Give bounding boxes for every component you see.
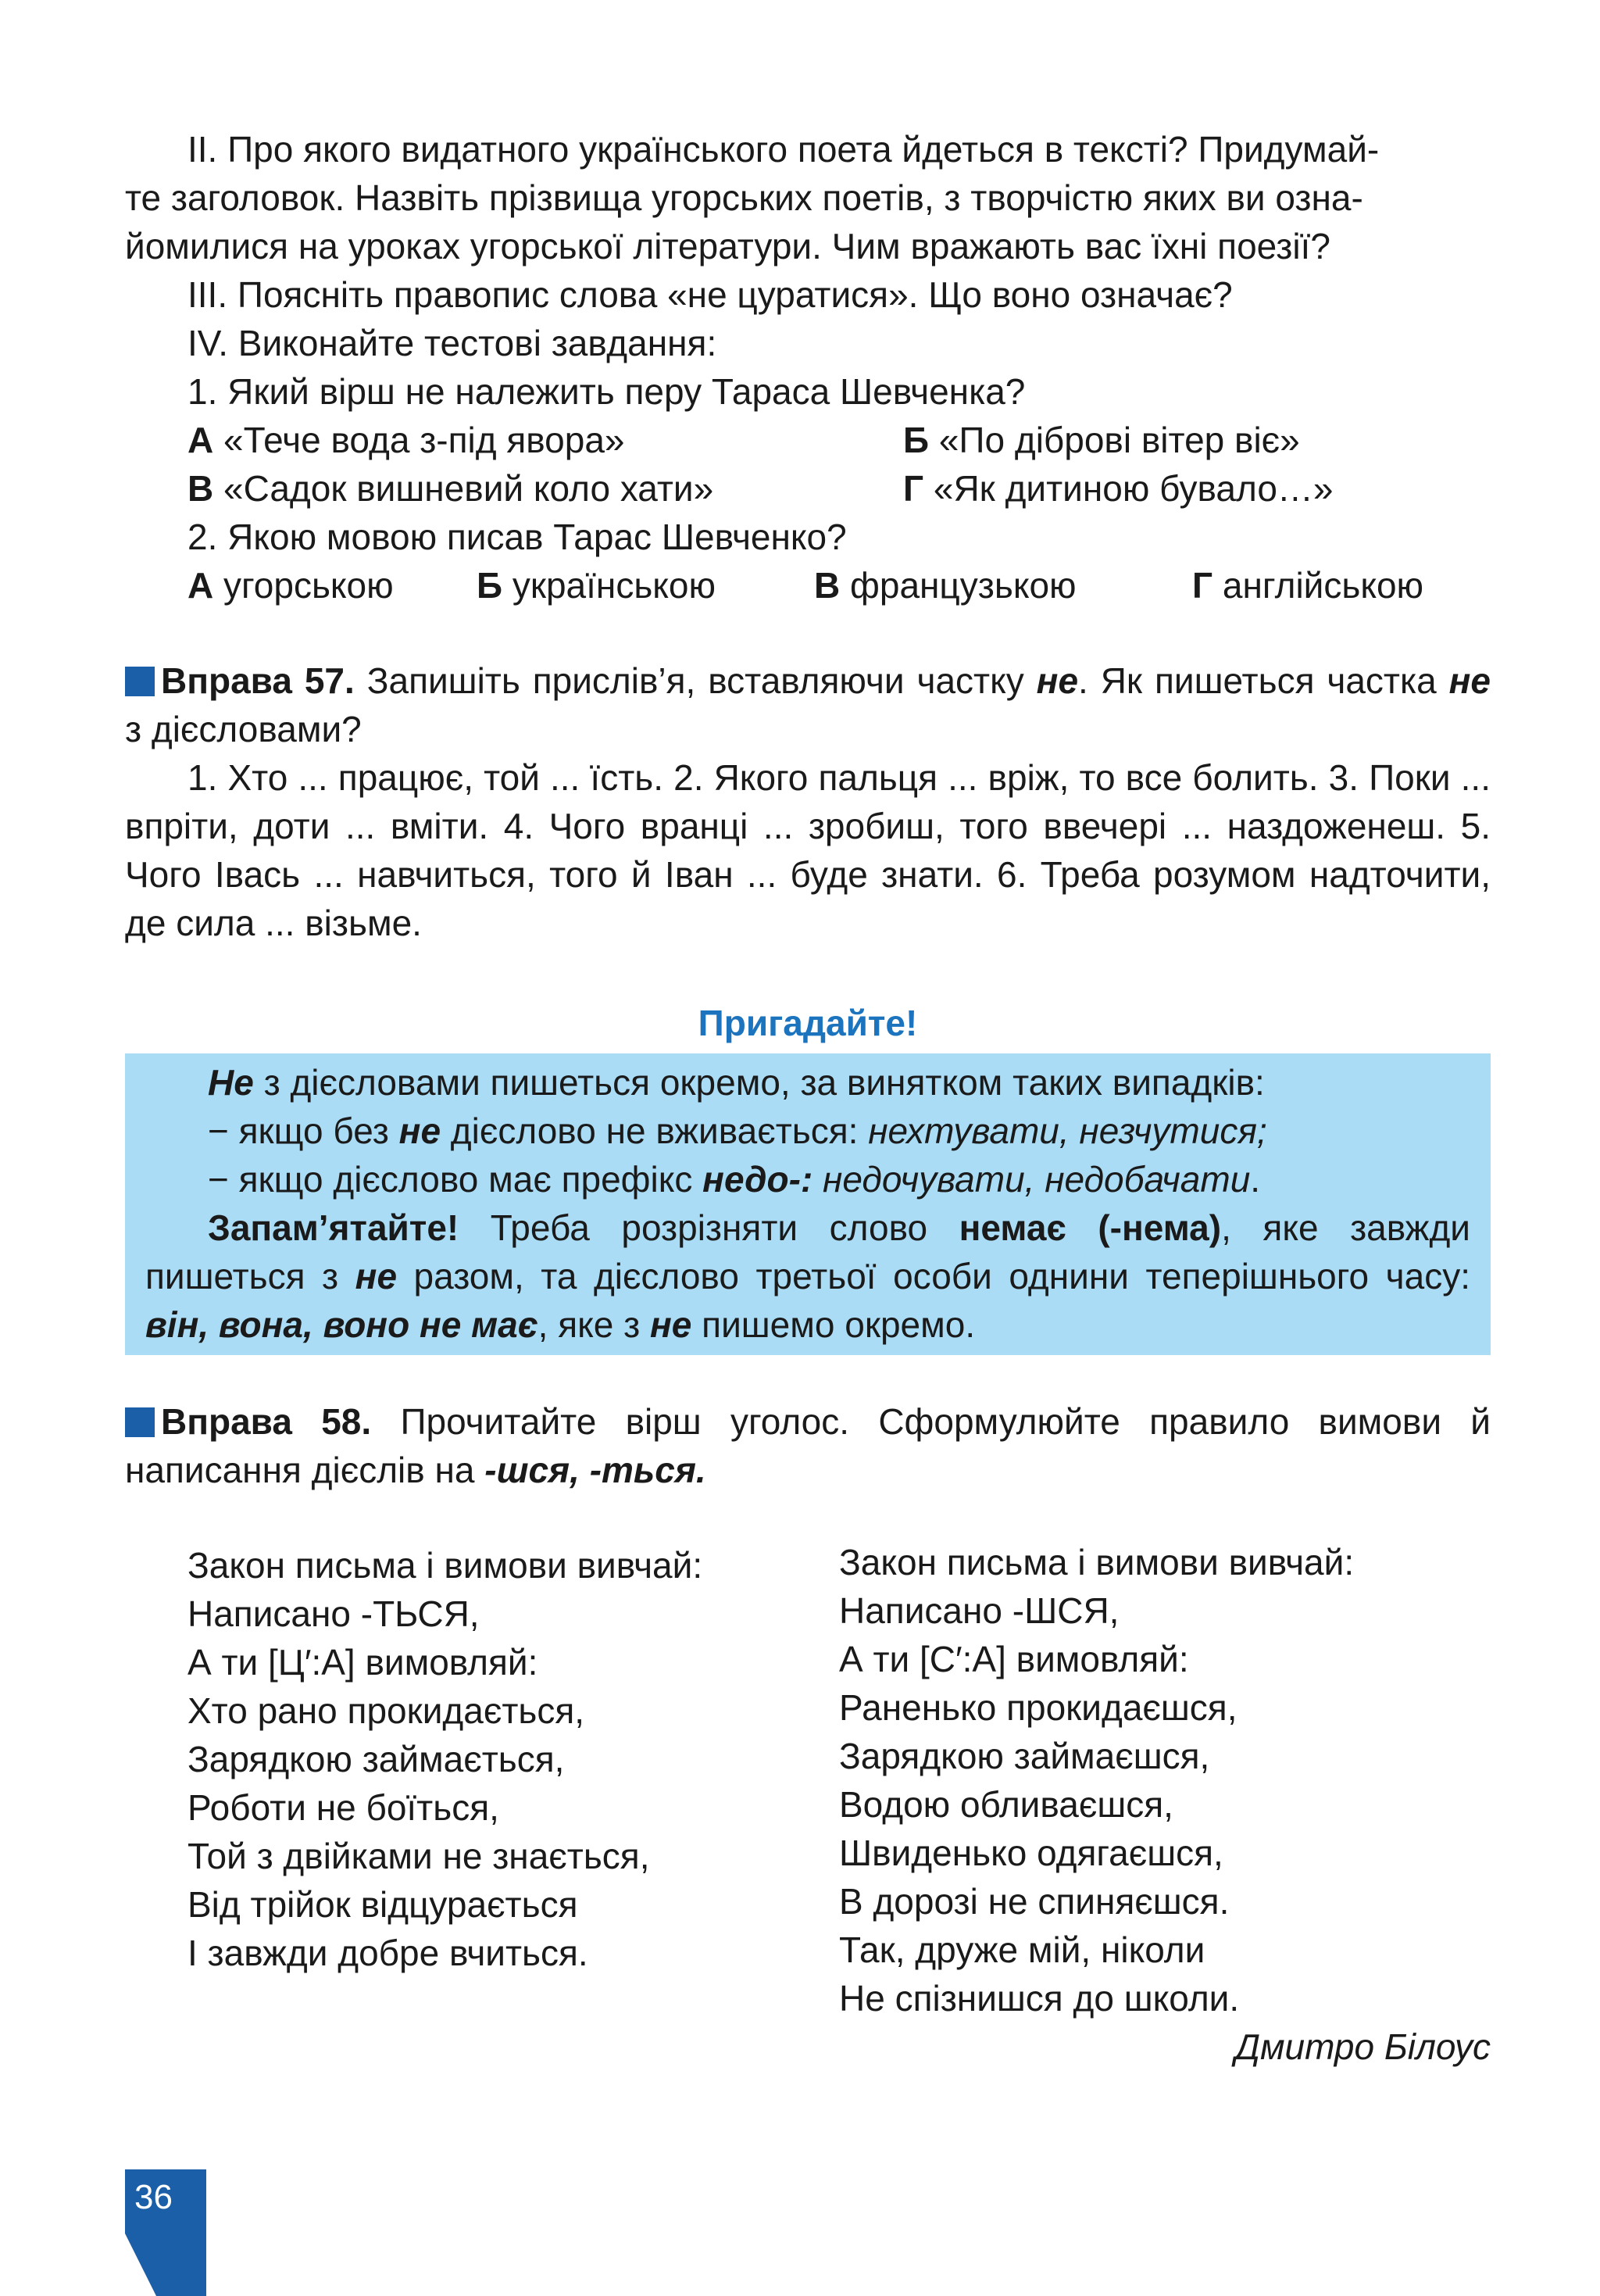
test-2-question: 2. Якою мовою писав Тарас Шевченко? — [188, 517, 847, 557]
poem-line: А ти [Ц′:А] вимовляй: — [188, 1642, 538, 1683]
question-2-line-2: те заголовок. Назвіть прізвища угорських поетів, з творчістю яких ви озна- — [125, 177, 1363, 218]
poem — [125, 1541, 1491, 2022]
question-3: III. Поясніть правопис слова «не цуратися». Що воно означає? — [188, 274, 1233, 315]
poem-line: Зарядкою займається, — [188, 1739, 565, 1779]
poem-line: Той з двійками не знається, — [188, 1836, 650, 1876]
page-content — [125, 125, 1491, 2071]
poem-line: Швиденько одягаєшся, — [839, 1833, 1223, 1873]
question-2-line-1: II. Про якого видатного українського поета йдеться в тексті? Придумай- — [188, 129, 1380, 170]
poem-line: В дорозі не спиняєшся. — [839, 1881, 1230, 1922]
test-1-options-row-1 — [125, 416, 1491, 464]
poem-line: Не спізнишся до школи. — [839, 1978, 1240, 2019]
poem-line: Так, друже мій, ніколи — [839, 1929, 1205, 1970]
remember-memorize: Запам’ятайте! Треба розрізняти слово немає (-нема), яке завжди пишеться з не разом, та дієслово третьої особи однини теперішнього часу: він, вона, воно не має, яке з не пишемо окремо. — [145, 1207, 1470, 1345]
poem-line: Зарядкою займаєшся, — [839, 1736, 1210, 1776]
poem-line: І завжди добре вчиться. — [188, 1933, 588, 1973]
exercise-57-proverbs: 1. Хто ... працює, той ... їсть. 2. Якого пальця ... вріж, то все болить. 3. Поки ... впріти, доти ... вміти. 4. Чого вранці ... зробиш, того ввечері ... наздоженеш. 5. Чого Івась ... навчиться, того й Іван ... буде знати. 6. Треба розумом надточити, де сила ... візьме. — [125, 757, 1491, 943]
test-2-option-a: А угорською — [188, 565, 394, 606]
test-2-option-v: В французькою — [814, 565, 1077, 606]
poem-right-column — [839, 1538, 1491, 2022]
poem-line: Від трійок відцурається — [188, 1884, 578, 1925]
page-corner-icon — [125, 2233, 206, 2296]
test-2-option-b: Б українською — [477, 565, 716, 606]
remember-case-2: − якщо дієслово має префікс недо-: недочувати, недобачати. — [208, 1159, 1261, 1200]
exercise-57-heading: Вправа 57. Запишіть прислів’я, вставляючи частку не. Як пишеться частка не з дієсловами? — [125, 660, 1491, 749]
question-4: IV. Виконайте тестові завдання: — [188, 323, 717, 363]
poem-line: Хто рано прокидається, — [188, 1690, 585, 1731]
question-2-line-3: йомилися на уроках угорської літератури. Чим вражають вас їхні поезії? — [125, 226, 1330, 266]
test-1-option-v: В «Садок вишневий коло хати» — [188, 468, 714, 509]
poem-line: Водою обливаєшся, — [839, 1784, 1173, 1825]
poem-line: Написано -ТЬСЯ, — [188, 1593, 480, 1634]
page-number: 36 — [134, 2178, 173, 2216]
remember-rule: Не з дієсловами пишеться окремо, за винятком таких випадків: — [208, 1062, 1265, 1103]
exercise-marker-icon — [125, 1407, 155, 1437]
test-1-question: 1. Який вірш не належить перу Тараса Шевченка? — [188, 371, 1026, 412]
test-2-options — [125, 561, 1491, 610]
poem-author: Дмитро Білоус — [1234, 2026, 1491, 2067]
poem-line: Раненько прокидаєшся, — [839, 1687, 1238, 1728]
poem-line: А ти [С′:А] вимовляй: — [839, 1639, 1189, 1679]
poem-line: Написано -ШСЯ, — [839, 1590, 1120, 1631]
poem-left-column — [125, 1541, 839, 2022]
test-1-option-b: Б «По діброві вітер віє» — [903, 420, 1300, 460]
remember-box — [125, 1053, 1491, 1355]
poem-line: Роботи не боїться, — [188, 1787, 499, 1828]
test-1-option-g: Г «Як дитиною бувало…» — [903, 468, 1334, 509]
remember-case-1: − якщо без не дієслово не вживається: нехтувати, незчутися; — [208, 1110, 1267, 1151]
test-1-option-a: А «Тече вода з-під явора» — [188, 420, 625, 460]
poem-line: Закон письма і вимови вивчай: — [839, 1542, 1355, 1583]
exercise-58-heading: Вправа 58. Прочитайте вірш уголос. Сформулюйте правило вимови й написання дієслів на -шся, -ться. — [125, 1401, 1491, 1490]
poem-line: Закон письма і вимови вивчай: — [188, 1545, 703, 1586]
page-number-tab — [125, 2169, 206, 2296]
remember-title: Пригадайте! — [698, 1003, 918, 1043]
test-2-option-g: Г англійською — [1192, 565, 1424, 606]
test-1-options-row-2 — [125, 464, 1491, 513]
exercise-marker-icon — [125, 667, 155, 696]
